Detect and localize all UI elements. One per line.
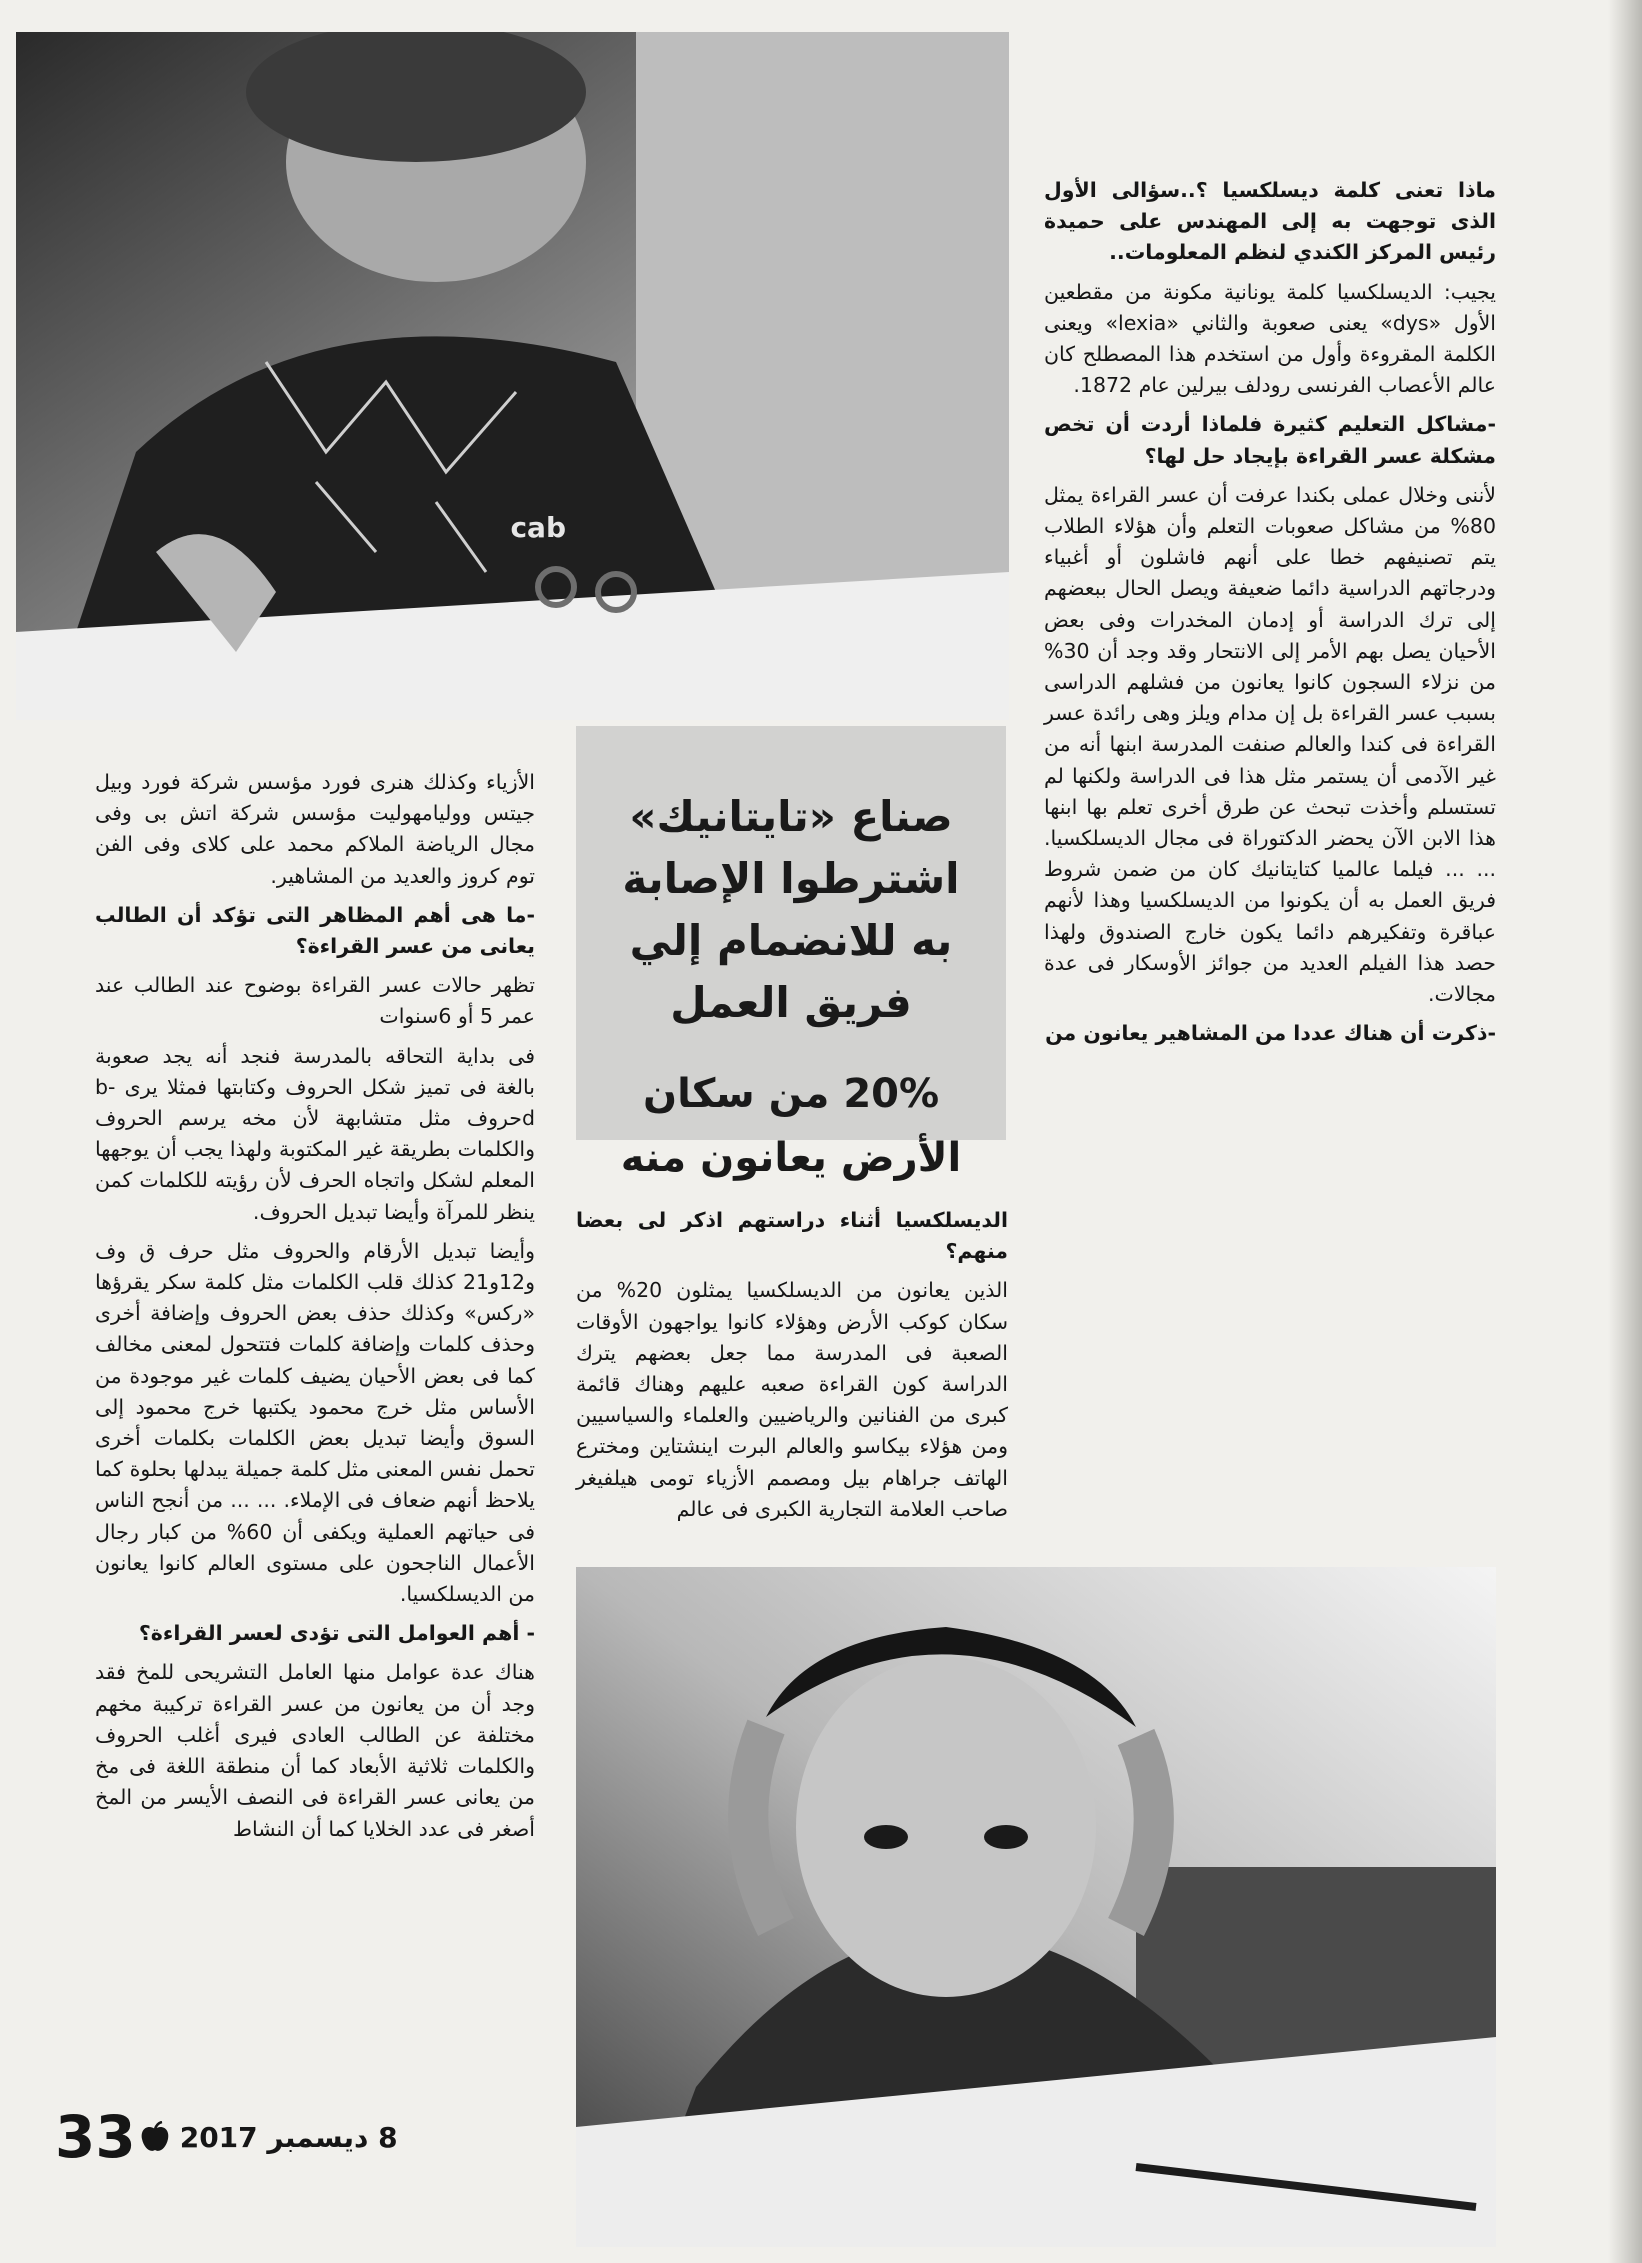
left-column bbox=[95, 767, 535, 1853]
apple-icon bbox=[140, 2121, 170, 2153]
answer-3: الذين يعانون من الديسلكسيا يمثلون 20% من سكان كوكب الأرض وهؤلاء كانوا يواجهون الأوقات الصعبة فى المدرسة مما جعل بعضهم يترك الدراسة كون القراءة صعبه عليهم وهناك قائمة كبرى من الفنانين والرياضيين والعلماء والسياسيين ومن هؤلاء بيكاسو والعالم البرت اينشتاين ومخترع الهاتف جراهام بيل ومصمم الأزياء تومى هيلفيغر صاحب العلامة التجارية الكبرى فى عالم bbox=[576, 1278, 1008, 1521]
question-2: -مشاكل التعليم كثيرة فلماذا أردت أن تخص مشكلة عسر القراءة بإيجاد حل لها؟ bbox=[1044, 412, 1496, 468]
answer-2: لأننى وخلال عملى بكندا عرفت أن عسر القراءة يمثل 80% من مشاكل صعوبات التعلم وأن هؤلاء الطلاب يتم تصنيفهم خطا على أنهم فاشلون أو أغبياء ودرجاتهم الدراسية دائما ضعيفة ويصل الحال ببعضهم إلى ترك الدراسة أو إدمان المخدرات وفى بعض الأحيان يصل بهم الأمر إلى الانتحار وقد وجد أن 30% من نزلاء السجون كانوا يعانون من فشلهم الدراسى بسبب عسر القراءة بل إن مدام ويلز وهى رائدة عسر القراءة فى كندا والعالم صنفت المدرسة ابنها أنه من غير الآدمى أن يستمر مثل هذا فى الدراسة ولكنها لم تستسلم وأخذت تبحث عن طرق أخرى تعلم بها ابنها هذا الابن الآن يحضر الدكتوراة فى مجال الديسلكسيا. ... ... فيلما عالميا كتايتانيك كان من ضمن شروط فريق العمل به أن يكونوا من الديسلكسيا وهذا لأنهم عباقرة وتفكيرهم دائما يكون خارج الصندوق ولهذا حصد هذا الفيلم العديد من جوائز الأوسكار فى عدة مجالات. bbox=[1044, 482, 1496, 1007]
answer-4a: تظهر حالات عسر القراءة بوضوح عند الطالب عند عمر 5 أو 6سنوات bbox=[95, 973, 535, 1029]
page-footer bbox=[55, 2103, 398, 2171]
answer-1: يجيب: الديسلكسيا كلمة يونانية مكونة من مقطعين الأول «dys» يعنى صعوبة والثاني «lexia» ويعنى الكلمة المقروءة وأول من استخدم هذا المصطلح كان عالم الأعصاب الفرنسى رودلف بيرلين عام 1872. bbox=[1044, 279, 1496, 398]
right-column bbox=[1044, 175, 1496, 1057]
page-edge bbox=[1608, 0, 1642, 2263]
pull-quote-box bbox=[576, 726, 1006, 1181]
question-1: ماذا تعنى كلمة ديسلكسيا ؟..سؤالى الأول الذى توجهت به إلى المهندس على حميدة رئيس المركز الكندي لنظم المعلومات.. bbox=[1044, 178, 1496, 265]
question-3-start: -ذكرت أن هناك عددا من المشاهير يعانون من bbox=[1045, 1021, 1496, 1046]
question-5: - أهم العوامل التى تؤدى لعسر القراءة؟ bbox=[138, 1621, 535, 1646]
issue-date: 8 ديسمبر 2017 bbox=[179, 2120, 398, 2154]
page-number: 33 bbox=[55, 2103, 136, 2171]
svg-text:cab: cab bbox=[510, 511, 566, 544]
boy-reading-binder-photo bbox=[16, 32, 1009, 720]
answer-4b: فى بداية التحاقه بالمدرسة فنجد أنه يجد صعوبة بالغة فى تميز شكل الحروف وكتابتها فمثلا يرى b-dحروف مثل متشابهة لأن مخه يرسم الحروف والكلمات بطريقة غير المكتوبة ولهذا يجب أن يوجهها المعلم لشكل واتجاه الحرف لأن رؤيته للكلمات كمن ينظر للمرآة وأيضا تبديل الحروف. bbox=[95, 1043, 535, 1224]
answer-4c: وأيضا تبديل الأرقام والحروف مثل حرف ق وف و12و21 كذلك قلب الكلمات مثل كلمة سكر يقرؤها «ركس» وكذلك حذف بعض الحروف وإضافة أخرى وحذف كلمات وإضافة كلمات فتتحول لمعنى مخالف كما فى بعض الأحيان يضيف كلمات غير موجودة من الأساس مثل خرج محمود يكتبها خرج محمود إلى السوق وأيضا تبديل بعض الكلمات بكلمات أخرى تحمل نفس المعنى مثل كلمة جميلة يبدلها بحلوة كما يلاحظ أنهم ضعاف فى الإملاء. ... ... من أنجح الناس فى حياتهم العملية ويكفى أن 60% من كبار رجال الأعمال الناجحون على مستوى العالم كانوا يعانون من الديسلكسيا. bbox=[95, 1238, 535, 1607]
question-4: -ما هى أهم المظاهر التى تؤكد أن الطالب يعانى من عسر القراءة؟ bbox=[95, 902, 535, 959]
answer-3-continued: الأزياء وكذلك هنرى فورد مؤسس شركة فورد وبيل جيتس ووليامهوليت مؤسس شركة اتش بى وفى مجال الرياضة الملاكم محمد على كلاى وفى الفن توم كروز والعديد من المشاهير. bbox=[95, 770, 535, 888]
question-3-end: الديسلكسيا أثناء دراستهم اذكر لى بعضا منهم؟ bbox=[576, 1208, 1008, 1264]
pull-quote-stat: 20% من سكان الأرض يعانون منه bbox=[620, 1071, 962, 1181]
middle-column bbox=[576, 1205, 1008, 1533]
pull-quote-headline: صناع «تايتانيك» اشترطوا الإصابة به للانضمام إلي فريق العمل bbox=[622, 792, 960, 1027]
answer-5: هناك عدة عوامل منها العامل التشريحى للمخ فقد وجد أن من يعانون من عسر القراءة تركيبة مخهم مختلفة عن الطالب العادى فيرى أغلب الحروف والكلمات ثلاثية الأبعاد كما أن منطقة اللغة فى مخ من يعانى عسر القراءة فى النصف الأيسر من المخ أصغر فى عدد الخلايا كما أن النشاط bbox=[95, 1660, 535, 1841]
boy-holding-head-photo bbox=[576, 1567, 1496, 2247]
